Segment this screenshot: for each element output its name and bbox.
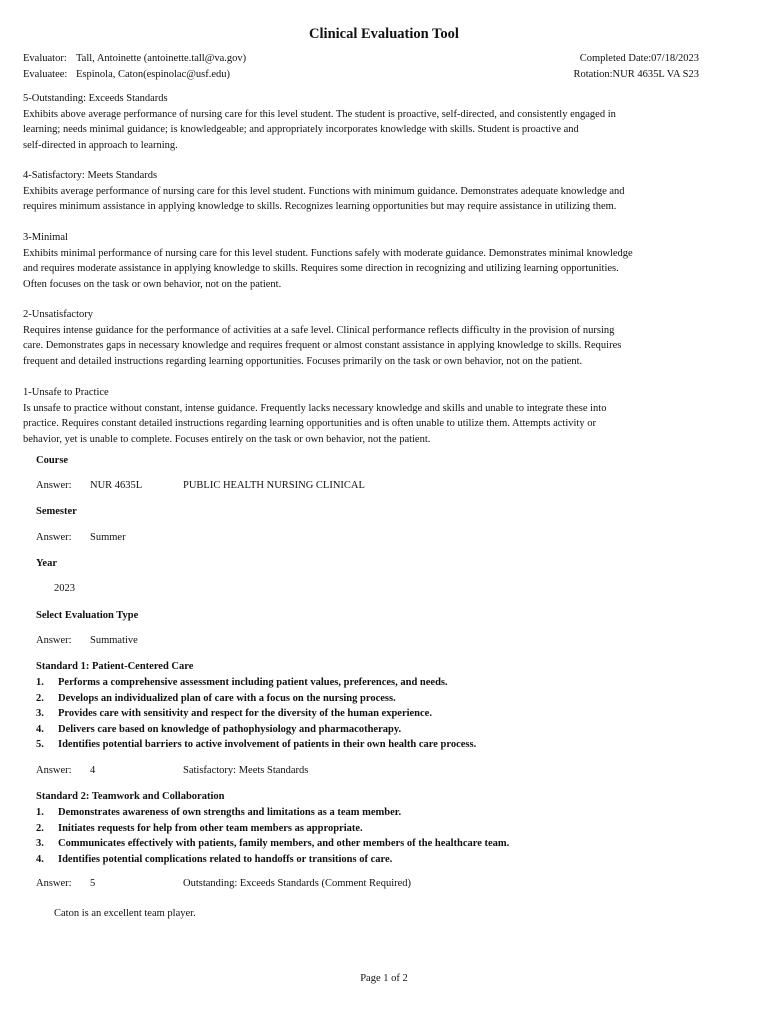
list-item: 3. Communicates effectively with patients, family members, and other members of the healthcare team.: [36, 838, 510, 849]
list-item: 1. Performs a comprehensive assessment including patient values, preferences, and needs.: [36, 677, 448, 688]
rating-line: requires minimum assistance in applying knowledge to skills. Recognizes learning opportunities but may require assistance in utilizing them.: [23, 201, 617, 212]
semester-answer: [36, 530, 636, 546]
rating-line: Often focuses on the task or own behavior, not on the patient.: [23, 278, 282, 290]
standard2-rating: Outstanding: Exceeds Standards (Comment Required): [183, 878, 412, 889]
standard2-title: Standard 2: Teamwork and Collaboration: [36, 791, 225, 802]
rating-line: and requires moderate assistance in applying knowledge to skills. Requires some direction in recognizing and utilizing learning opportunities.: [23, 263, 619, 274]
rating-5: [23, 91, 723, 153]
eval-type-value: Summative: [90, 635, 138, 646]
list-item: 1. Demonstrates awareness of own strengths and limitations as a team member.: [36, 807, 402, 818]
rating-2: [23, 307, 723, 369]
list-item: 4. Identifies potential complications related to handoffs or transitions of care.: [36, 853, 393, 865]
rating-1: [23, 385, 723, 447]
evaluatee-row: [23, 67, 699, 83]
standard2-comment: Caton is an excellent team player.: [54, 908, 196, 919]
document-title: Clinical Evaluation Tool: [309, 26, 459, 42]
evaluatee-value: Espinola, Caton(espinolac@usf.edu): [76, 69, 231, 80]
rating-line: Requires intense guidance for the performance of activities at a safe level. Clinical performance reflects difficulty in the provision of nursing: [23, 324, 615, 336]
rating-heading: 3-Minimal: [23, 232, 68, 243]
answer-label: Answer:: [36, 765, 72, 776]
completed-date: Completed Date:07/18/2023: [579, 53, 699, 64]
eval-type-title: Select Evaluation Type: [36, 610, 139, 621]
rating-line: frequent and detailed instructions regarding learning opportunities. Focuses primarily on the task or own behavior, not on the patient.: [23, 355, 583, 367]
course-name: PUBLIC HEALTH NURSING CLINICAL: [183, 480, 365, 491]
rating-line: Exhibits minimal performance of nursing care for this level student. Functions safely with moderate guidance. Demonstrates minimal knowledge: [23, 247, 633, 259]
semester-title: Semester: [36, 506, 77, 517]
rating-heading: 4-Satisfactory: Meets Standards: [23, 170, 158, 181]
year-value: 2023: [54, 583, 75, 594]
rating-line: self-directed in approach to learning.: [23, 139, 178, 151]
standard2-score: 5: [90, 878, 96, 889]
rating-line: learning; needs minimal guidance; is knowledgeable; and appropriately incorporates knowledge with skills. Student is proactive and: [23, 124, 579, 135]
standard1-answer: [36, 763, 636, 779]
evaluatee-label: Evaluatee:: [23, 69, 68, 80]
answer-label: Answer:: [36, 878, 72, 889]
answer-label: Answer:: [36, 480, 72, 491]
rating-heading: 2-Unsatisfactory: [23, 309, 93, 320]
course-answer: [36, 478, 636, 494]
standard2-list: [36, 805, 509, 867]
evaluator-label: Evaluator:: [23, 53, 67, 64]
standard1-rating: Satisfactory: Meets Standards: [183, 765, 309, 776]
answer-label: Answer:: [36, 532, 72, 543]
list-item: 2. Develops an individualized plan of care with a focus on the nursing process.: [36, 692, 396, 704]
rating-heading: 1-Unsafe to Practice: [23, 387, 109, 398]
standard1-list: [36, 675, 476, 753]
year-title: Year: [36, 558, 57, 569]
rating-line: care. Demonstrates gaps in necessary knowledge and requires frequent or almost constant assistance in applying knowledge to skills. Requires: [23, 340, 622, 351]
standard2-answer: [36, 876, 636, 892]
rating-4: [23, 168, 723, 215]
rating-line: Is unsafe to practice without constant, intense guidance. Frequently lacks necessary knowledge and skills and unable to integrate these into: [23, 402, 607, 414]
semester-value: Summer: [90, 532, 126, 543]
list-item: 5. Identifies potential barriers to active involvement of patients in their own health care process.: [36, 739, 477, 750]
rotation: Rotation:NUR 4635L VA S23: [573, 69, 699, 80]
evaluator-row: [23, 51, 699, 67]
eval-type-answer: [36, 633, 636, 649]
evaluator-value: Tall, Antoinette (antoinette.tall@va.gov): [76, 53, 247, 64]
list-item: 3. Provides care with sensitivity and respect for the diversity of the human experience.: [36, 708, 432, 719]
standard1-title: Standard 1: Patient-Centered Care: [36, 661, 194, 672]
rating-line: behavior, yet is unable to complete. Focuses entirely on the task or own behavior, not the patient.: [23, 433, 431, 445]
list-item: 2. Initiates requests for help from other team members as appropriate.: [36, 822, 363, 834]
rating-heading: 5-Outstanding: Exceeds Standards: [23, 93, 168, 104]
course-code: NUR 4635L: [90, 480, 143, 491]
rating-line: Exhibits above average performance of nursing care for this level student. The student is proactive, self-directed, and consistently engaged in: [23, 108, 616, 120]
page-number: Page 1 of 2: [360, 973, 408, 984]
list-item: 4. Delivers care based on knowledge of pathophysiology and pharmacotherapy.: [36, 723, 402, 735]
rating-line: practice. Requires constant detailed instructions regarding learning opportunities and is often unable to utilize them. Attempts activity or: [23, 418, 596, 429]
rating-3: [23, 230, 723, 292]
rating-line: Exhibits average performance of nursing care for this level student. Functions with minimum guidance. Demonstrates adequate knowledge and: [23, 185, 625, 197]
course-title: Course: [36, 455, 69, 466]
answer-label: Answer:: [36, 635, 72, 646]
standard1-score: 4: [90, 765, 96, 776]
